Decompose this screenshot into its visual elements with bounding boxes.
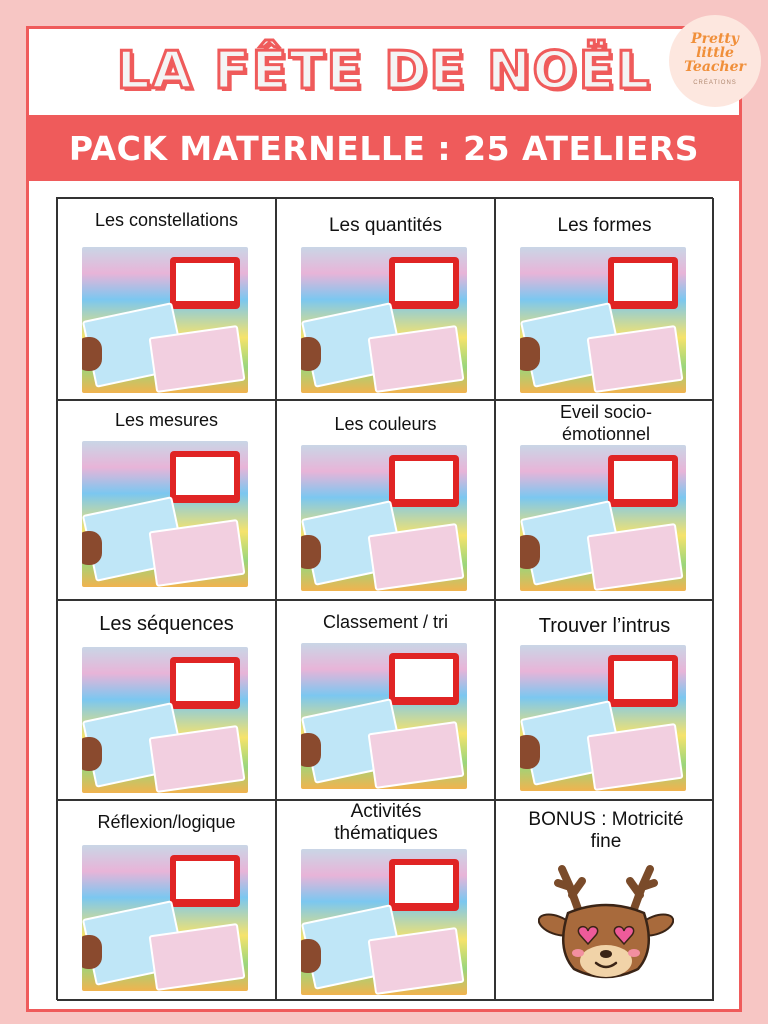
workshop-label: Les quantités xyxy=(328,215,443,236)
brand-logo xyxy=(669,15,761,107)
workshop-cell xyxy=(57,800,276,1001)
workshop-cell xyxy=(276,800,495,1001)
workshop-label: Eveil socio-émotionnel xyxy=(559,402,653,444)
workshop-photo xyxy=(301,247,467,393)
subtitle-banner xyxy=(29,115,739,181)
workshop-cell xyxy=(57,400,276,600)
logo-line-1: Pretty xyxy=(691,31,739,47)
workshop-cell xyxy=(276,198,495,400)
workshop-photo xyxy=(520,645,686,791)
poster-frame xyxy=(26,26,746,1012)
workshop-cell xyxy=(495,400,714,600)
workshop-cell xyxy=(57,600,276,800)
workshop-photo xyxy=(301,643,467,789)
workshop-cell xyxy=(495,198,714,400)
workshop-grid xyxy=(56,197,713,1000)
workshop-label: Classement / tri xyxy=(322,612,449,632)
workshop-cell-bonus xyxy=(495,800,714,1001)
workshop-label: BONUS : Motricité fine xyxy=(528,809,684,852)
workshop-label: Activités thématiques xyxy=(334,801,438,844)
workshop-photo xyxy=(520,445,686,591)
workshop-cell xyxy=(276,400,495,600)
workshop-photo xyxy=(82,441,248,587)
workshop-photo xyxy=(82,845,248,991)
workshop-label: Les mesures xyxy=(114,410,219,430)
workshop-cell xyxy=(57,198,276,400)
subtitle-text: PACK MATERNELLE : 25 ATELIERS xyxy=(68,128,700,168)
workshop-photo xyxy=(520,247,686,393)
logo-line-3: Teacher xyxy=(684,59,746,75)
workshop-label: Réflexion/logique xyxy=(97,812,236,832)
reindeer-icon xyxy=(538,861,674,987)
logo-line-2: little xyxy=(696,45,734,61)
logo-line-4: CRÉATIONS xyxy=(693,80,737,86)
poster-title: LA FÊTE DE NOËL xyxy=(116,41,652,101)
workshop-photo xyxy=(301,445,467,591)
workshop-photo xyxy=(301,849,467,995)
workshop-label: Trouver l’intrus xyxy=(538,615,671,637)
workshop-photo xyxy=(82,247,248,393)
workshop-cell xyxy=(495,600,714,800)
workshop-photo xyxy=(82,647,248,793)
workshop-label: Les constellations xyxy=(94,210,239,230)
workshop-label: Les formes xyxy=(557,215,652,236)
workshop-cell xyxy=(276,600,495,800)
workshop-label: Les séquences xyxy=(99,613,234,635)
workshop-label: Les couleurs xyxy=(334,414,437,434)
